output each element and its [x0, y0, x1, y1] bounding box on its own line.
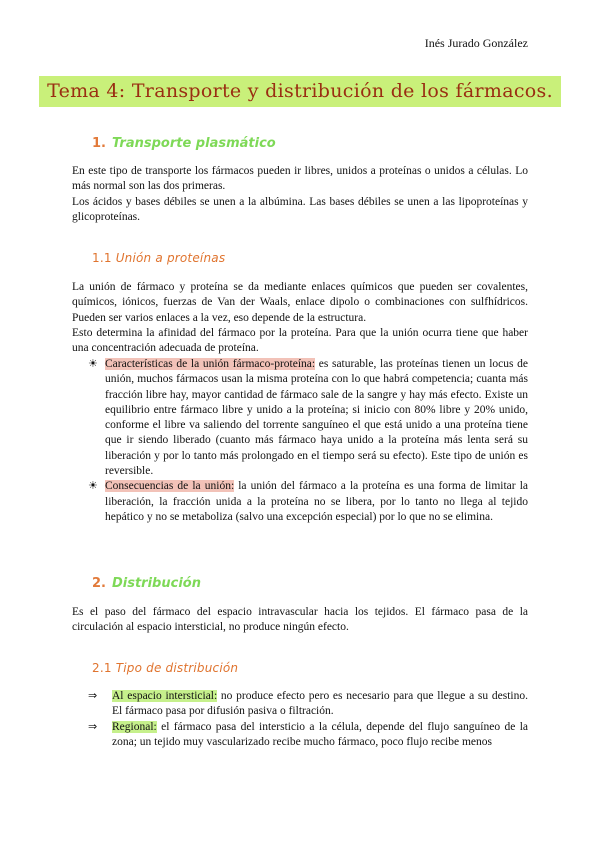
section-title: Transporte plasmático: [111, 136, 276, 151]
bullet-list: [88, 357, 528, 525]
arrow-bullet-icon: ⇒: [88, 720, 98, 733]
section-number: 2.1: [92, 661, 112, 675]
section-number: 1.1: [92, 251, 112, 265]
list-item: [88, 479, 528, 525]
paragraph: La unión de fármaco y proteína se da mediante enlaces químicos que pueden ser covalentes, químicos, iónicos, fuerzas de Van der Waals, enlace dipolo o combinaciones con sulfhídricos. Pueden ser varios enlaces a la vez, eso depende de la estructura.: [72, 281, 528, 324]
list-item: [88, 689, 528, 720]
section-number: 1.: [92, 136, 106, 151]
item-text: no produce efecto pero es necesario para que llegue a su destino. El fármaco pasa por difusión pasiva o filtración.: [112, 690, 528, 718]
highlighted-label: Características de la unión fármaco-proteína:: [105, 358, 316, 370]
item-text: el fármaco pasa del intersticio a la célula, depende del flujo sanguíneo de la zona; un tejido muy vascularizado recibe mucho fármaco, poco flujo recibe menos: [112, 720, 528, 748]
section-heading-2-1: [92, 661, 238, 675]
paragraph: Esto determina la afinidad del fármaco por la proteína. Para que la unión ocurra tiene que haber una concentración adecuada de proteína.: [72, 326, 528, 355]
highlighted-label: Regional:: [112, 720, 157, 733]
item-text: la unión del fármaco a la proteína es una forma de limitar la liberación, la fracción unida a la proteína no se libera, por lo tanto no llega al tejido hepático y no se metaboliza (salvo una excepción especial) por lo que no se elimina.: [105, 480, 528, 523]
page-title: Tema 4: Transporte y distribución de los fármacos.: [39, 76, 561, 107]
section-number: 2.: [92, 576, 106, 591]
section-heading-2: [92, 576, 201, 591]
author-name: Inés Jurado González: [424, 36, 528, 50]
item-text: es saturable, las proteínas tienen un locus de unión, muchos fármacos usan la misma proteína con lo que habrá competencia; cuanta más fracción libre hay, mayor cantidad de fármaco sale de la sangre y hay más efecto. Existe un equilibrio entre fármaco libre y unido a la proteína; si inicio con 80% libre y 20% unido, conforme el libre va saliendo del torrente sanguíneo el que está unido a una proteína tiene que ir siendo liberado (cuanto más fármaco haya unido a la proteína más lenta será su liberación y por lo tanto más prolongado en el tiempo será su efecto). Este tipo de unión es reversible.: [105, 358, 528, 478]
section-title: Tipo de distribución: [115, 661, 239, 675]
section-2-text: [72, 605, 528, 636]
arrow-bullet-icon: ⇒: [88, 690, 98, 702]
section-title: Unión a proteínas: [115, 251, 226, 265]
section-heading-1-1: [92, 251, 225, 265]
list-item: [88, 720, 528, 751]
highlighted-label: Consecuencias de la unión:: [105, 480, 235, 493]
page-title-wrap: [0, 76, 600, 107]
paragraph: Es el paso del fármaco del espacio intravascular hacia los tejidos. El fármaco pasa de la circulación al espacio intersticial, no produce ningún efecto.: [72, 606, 528, 634]
paragraph: Los ácidos y bases débiles se unen a la albúmina. Las bases débiles se unen a las lipoproteínas y glicoproteínas.: [72, 195, 528, 223]
highlighted-label: Al espacio intersticial:: [112, 690, 218, 702]
sun-bullet-icon: ☀: [88, 480, 98, 493]
sun-bullet-icon: ☀: [88, 358, 98, 370]
section-1-1-text: [72, 280, 528, 356]
section-heading-1: [92, 136, 276, 151]
section-title: Distribución: [111, 576, 201, 591]
section-1-text: [72, 164, 528, 225]
arrow-list: [88, 689, 528, 750]
paragraph: En este tipo de transporte los fármacos pueden ir libres, unidos a proteínas o unidos a células. Lo más normal son las dos primeras.: [72, 165, 528, 193]
list-item: [88, 357, 528, 479]
